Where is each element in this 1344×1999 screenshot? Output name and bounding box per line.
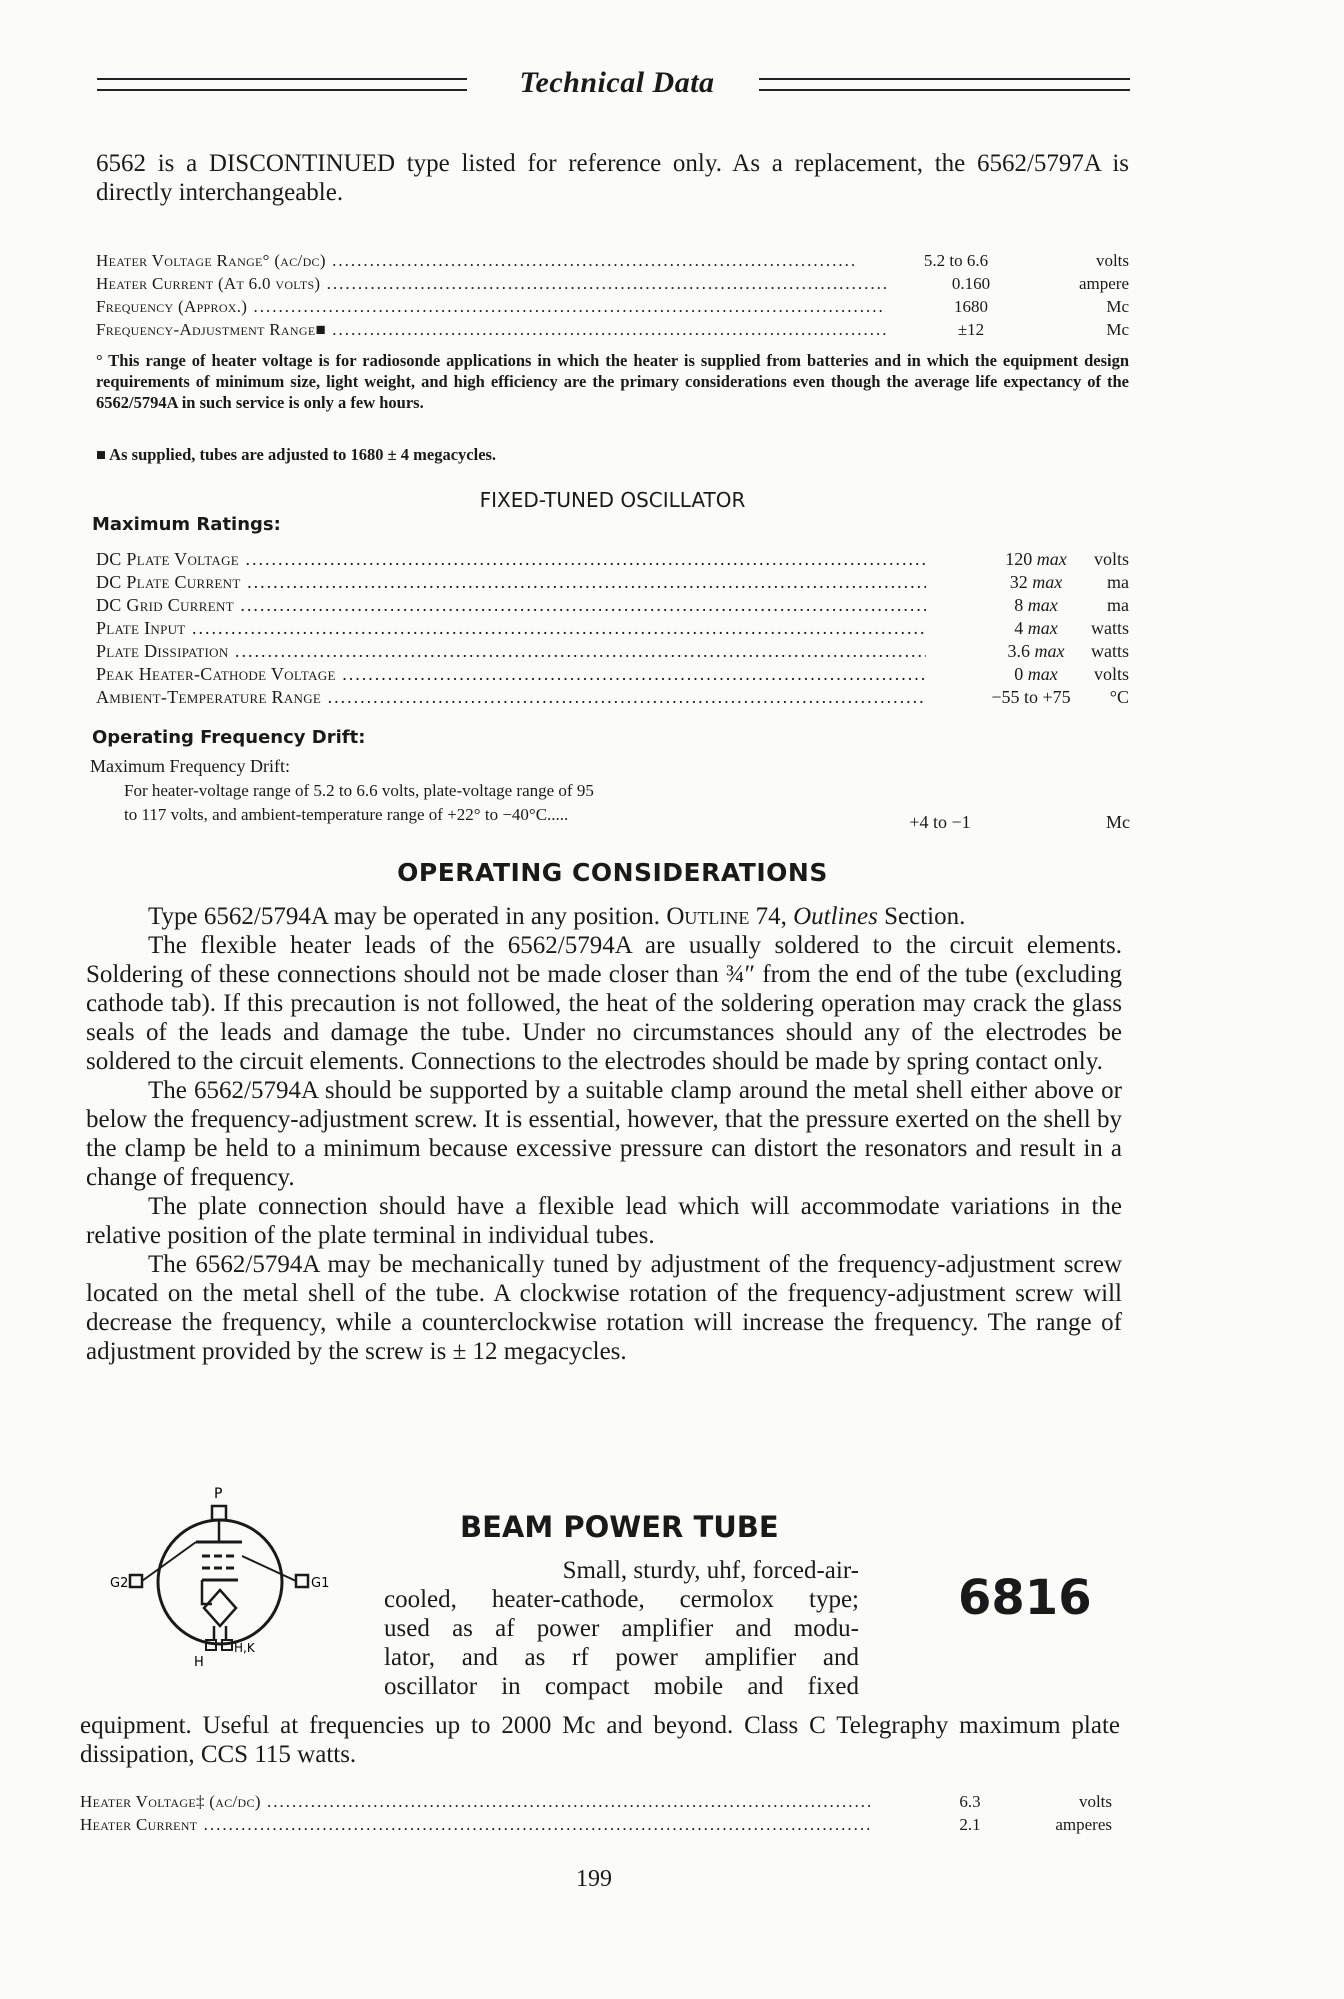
rating-label: DC Plate Voltage .....	[96, 549, 926, 570]
rating-qualifier: max	[1027, 595, 1058, 615]
drift-unit: Mc	[1106, 812, 1130, 832]
rating-unit: volts	[1093, 664, 1129, 684]
spec-row	[96, 297, 1129, 319]
g1-lead	[242, 1556, 296, 1581]
heater	[204, 1590, 236, 1626]
rating-qualifier: max	[1027, 618, 1058, 638]
spec-label: Frequency (Approx.) .....	[96, 297, 886, 317]
rating-unit: watts	[1091, 641, 1129, 661]
operating-paragraph-2: The flexible heater leads of the 6562/5794A are usually soldered to the circuit elements. Soldering of these connections should not be made closer than ¾″ from the end of the tube (excluding cathode tab). If this precaution is not followed, the heat of the soldering operation may crack the glass seals of the leads and damage the tube. Under no circumstances should any of the electrodes be soldered to the circuit elements. Connections to the electrodes should be made by spring contact only.	[86, 932, 1122, 1075]
rating-row	[96, 618, 1129, 640]
outline-label: Outline	[666, 903, 750, 930]
spec-row	[96, 320, 1129, 342]
g1-pin	[296, 1575, 308, 1587]
running-header	[97, 68, 1130, 98]
rating-value: 3.6	[1007, 641, 1030, 661]
spec-label: Heater Voltage Range° (ac/dc) .....	[96, 251, 856, 271]
rating-value: 120	[1005, 549, 1033, 569]
spec-value: 1680	[954, 297, 988, 316]
rating-row	[96, 664, 1129, 686]
rating-unit: ma	[1107, 595, 1129, 615]
spec-row	[80, 1792, 1112, 1814]
rating-unit: ma	[1107, 572, 1129, 592]
desc-line: cooled, heater-cathode, cermolox type;	[384, 1586, 859, 1613]
rating-label: DC Grid Current .....	[96, 595, 926, 616]
rating-unit: watts	[1091, 618, 1129, 638]
rating-value: 0	[1014, 664, 1024, 684]
operating-paragraph-1	[86, 902, 1122, 931]
g2-pin	[130, 1575, 142, 1587]
spec-label: Heater Voltage‡ (ac/dc) .....	[80, 1792, 870, 1812]
rating-row	[96, 572, 1129, 594]
page-number: 199	[576, 1866, 612, 1892]
rating-label: Plate Input .....	[96, 618, 926, 639]
spec-row	[96, 251, 1129, 273]
drift-label: Operating Frequency Drift:	[92, 727, 366, 748]
header-rule-left	[97, 78, 467, 91]
desc-line: lator, and as rf power amplifier and	[384, 1644, 859, 1671]
rating-row	[96, 549, 1129, 571]
rating-value: 8	[1014, 595, 1024, 615]
spec-value: 0.160	[951, 274, 991, 293]
spec-value: 5.2 to 6.6	[923, 251, 989, 270]
label-hk: H,K	[234, 1641, 255, 1655]
drift-value: +4 to −1	[909, 812, 971, 832]
rating-unit: °C	[1109, 687, 1129, 707]
rating-row	[96, 595, 1129, 617]
discontinued-notice: 6562 is a DISCONTINUED type listed for reference only. As a replacement, the 6562/5797A is directly interchangeable.	[96, 150, 1129, 206]
operating-paragraph-3: The 6562/5794A should be supported by a suitable clamp around the metal shell either above or below the frequency-adjustment screw. It is essential, however, that the pressure exerted on the shell by the clamp be held to a minimum because excessive pressure can distort the resonators and result in a change of frequency.	[86, 1077, 1122, 1191]
beam-heading: BEAM POWER TUBE	[460, 1510, 779, 1544]
spec-value: ±12	[957, 320, 985, 339]
spec-unit: Mc	[1106, 320, 1129, 339]
header-title: Technical Data	[519, 66, 715, 99]
rating-label: Peak Heater-Cathode Voltage .....	[96, 664, 926, 685]
spec-value: 6.3	[959, 1792, 981, 1811]
drift-text-line-2: to 117 volts, and ambient-temperature range of +22° to −40°C.....	[124, 805, 569, 824]
max-ratings-label: Maximum Ratings:	[92, 514, 281, 535]
rating-qualifier: max	[1027, 664, 1058, 684]
header-rule-right	[759, 78, 1130, 91]
label-g1: G1	[311, 1576, 330, 1591]
operating-paragraph-4: The plate connection should have a flexible lead which will accommodate variations in the relative position of the plate terminal in individual tubes.	[86, 1193, 1122, 1249]
spec-unit: ampere	[1078, 274, 1129, 293]
rating-value: −55 to +75	[991, 687, 1071, 707]
desc-line: Small, sturdy, uhf, forced-air-	[562, 1557, 859, 1584]
rating-qualifier: max	[1032, 572, 1063, 592]
footnote-degree: ° This range of heater voltage is for radiosonde applications in which the heater is supplied from batteries and in which the equipment design requirements of minimum size, light weight, and high efficiency are the primary considerations even though the average life expectancy of the 6562/5794A in such service is only a few hours.	[96, 351, 1129, 412]
rating-qualifier: max	[1036, 549, 1067, 569]
p1-text-b: 74,	[749, 903, 794, 930]
operating-heading: OPERATING CONSIDERATIONS	[397, 858, 828, 887]
outlines-link: Outlines	[793, 903, 878, 930]
spec-value: 2.1	[959, 1815, 981, 1834]
spec-row	[80, 1815, 1112, 1837]
rating-qualifier: max	[1034, 641, 1065, 661]
beam-description	[384, 1556, 859, 1701]
rating-value: 32	[1009, 572, 1028, 592]
tube-symbol-diagram	[110, 1484, 350, 1684]
rating-unit: volts	[1093, 549, 1129, 569]
spec-row	[96, 274, 1129, 296]
drift-text-line-1: For heater-voltage range of 5.2 to 6.6 volts, plate-voltage range of 95	[124, 781, 594, 800]
spec-label: Frequency-Adjustment Range■ .....	[96, 320, 886, 340]
type-number: 6816	[958, 1570, 1092, 1626]
desc-line: used as af power amplifier and modu-	[384, 1615, 859, 1642]
rating-row	[96, 641, 1129, 663]
label-p: P	[214, 1486, 223, 1502]
spec-unit: amperes	[1055, 1815, 1112, 1834]
spec-unit: volts	[1078, 1792, 1112, 1811]
plate-pin	[212, 1506, 226, 1520]
operating-paragraph-5: The 6562/5794A may be mechanically tuned by adjustment of the frequency-adjustment screw located on the metal shell of the tube. A clockwise rotation of the frequency-adjustment screw will decrease the frequency, while a counterclockwise rotation will increase the frequency. The range of adjustment provided by the screw is ± 12 megacycles.	[86, 1251, 1122, 1365]
rating-value: 4	[1014, 618, 1024, 638]
p1-text-c: Section.	[877, 903, 966, 930]
oscillator-heading: FIXED-TUNED OSCILLATOR	[479, 488, 746, 512]
rating-label: DC Plate Current .....	[96, 572, 926, 593]
rating-label: Ambient-Temperature Range .....	[96, 687, 926, 708]
spec-unit: volts	[1095, 251, 1129, 270]
operating-body	[86, 902, 1122, 1366]
spec-unit: Mc	[1106, 297, 1129, 316]
spec-label: Heater Current .....	[80, 1815, 870, 1835]
drift-sublabel: Maximum Frequency Drift:	[90, 756, 290, 776]
spec-label: Heater Current (At 6.0 volts) .....	[96, 274, 886, 294]
rating-label: Plate Dissipation .....	[96, 641, 926, 662]
label-h: H	[194, 1655, 204, 1670]
label-g2: G2	[110, 1576, 129, 1591]
rating-row	[96, 687, 1129, 709]
beam-description-continued: equipment. Useful at frequencies up to 2000 Mc and beyond. Class C Telegraphy maximum plate dissipation, CCS 115 watts.	[80, 1712, 1120, 1768]
desc-line: oscillator in compact mobile and fixed	[384, 1673, 859, 1700]
footnote-square: ■ As supplied, tubes are adjusted to 1680 ± 4 megacycles.	[96, 445, 497, 464]
p1-text: Type 6562/5794A may be operated in any position.	[148, 903, 667, 930]
